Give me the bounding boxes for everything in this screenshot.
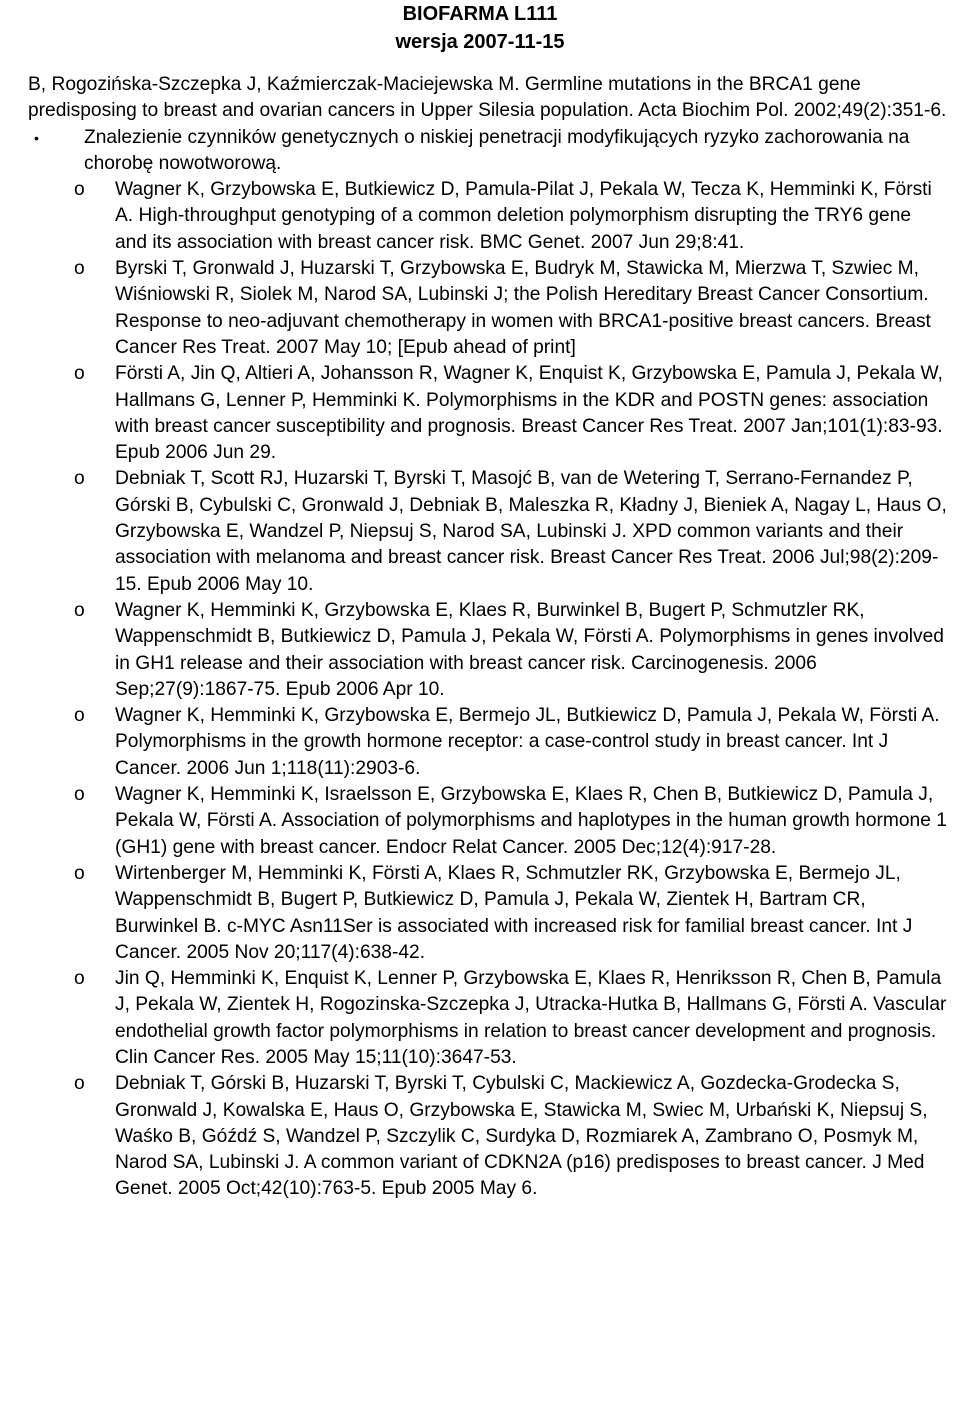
reference-text: Wagner K, Hemminki K, Grzybowska E, Klaes R, Burwinkel B, Bugert P, Schmutzler RK, Wappenschmidt B, Butkiewicz D, Pamula J, Pekala W, Försti A. Polymorphisms in genes involved in GH1 release and their association with breast cancer risk. Carcinogenesis. 2006 Sep;27(9):1867-75. Epub 2006 Apr 10.: [115, 599, 944, 700]
reference-text: Wagner K, Hemminki K, Grzybowska E, Bermejo JL, Butkiewicz D, Pamula J, Pekala W, Försti A. Polymorphisms in the growth hormone receptor: a case-control study in breast cancer. Int J Cancer. 2006 Jun 1;118(11):2903-6.: [115, 705, 940, 779]
reference-text: Wagner K, Hemminki K, Israelsson E, Grzybowska E, Klaes R, Chen B, Butkiewicz D, Pamula J, Pekala W, Försti A. Association of polymorphisms and haplotypes in the human growth hormone 1 (GH1) gene with breast cancer. Endocr Relat Cancer. 2005 Dec;12(4):917-28.: [115, 784, 947, 858]
reference-text: Försti A, Jin Q, Altieri A, Johansson R, Wagner K, Enquist K, Grzybowska E, Pamula J, Pekala W, Hallmans G, Lenner P, Hemminki K. Polymorphisms in the KDR and POSTN genes: association with breast cancer susceptibility and prognosis. Breast Cancer Res Treat. 2007 Jan;101(1):83-93. Epub 2006 Jun 29.: [115, 363, 943, 464]
document-body: [28, 72, 948, 1203]
reference-text: Wirtenberger M, Hemminki K, Försti A, Klaes R, Schmutzler RK, Grzybowska E, Bermejo JL, Wappenschmidt B, Bugert P, Butkiewicz D, Pamula J, Pekala W, Zientek H, Bartram CR, Burwinkel B. c-MYC Asn11Ser is associated with increased risk for familial breast cancer. Int J Cancer. 2005 Nov 20;117(4):638-42.: [115, 862, 913, 963]
reference-item: [28, 361, 948, 466]
reference-text: Debniak T, Górski B, Huzarski T, Byrski T, Cybulski C, Mackiewicz A, Gozdecka-Grodecka S, Gronwald J, Kowalska E, Haus O, Grzybowska E, Stawicka M, Swiec M, Urbański K, Niepsuj S, Waśko B, Góźdź S, Wandzel P, Szczylik C, Surdyka D, Rozmiarek A, Zambrano O, Posmyk M, Narod SA, Lubinski J. A common variant of CDKN2A (p16) predisposes to breast cancer. J Med Genet. 2005 Oct;42(10):763-5. Epub 2005 May 6.: [115, 1073, 928, 1200]
reference-item: [28, 966, 948, 1071]
bullet-icon: •: [34, 129, 39, 146]
circle-bullet-icon: o: [74, 179, 85, 201]
circle-bullet-icon: o: [74, 258, 85, 280]
document-title: BIOFARMA L111: [402, 3, 558, 25]
circle-bullet-icon: o: [74, 705, 85, 727]
reference-item: [28, 1071, 948, 1202]
reference-item: [28, 466, 948, 597]
reference-list: [28, 177, 948, 1203]
circle-bullet-icon: o: [74, 784, 85, 806]
reference-item: [28, 861, 948, 966]
reference-item: [28, 177, 948, 256]
bullet-section: [28, 125, 948, 178]
circle-bullet-icon: o: [74, 363, 85, 385]
reference-text: Debniak T, Scott RJ, Huzarski T, Byrski T, Masojć B, van de Wetering T, Serrano-Fernandez P, Górski B, Cybulski C, Gronwald J, Debniak B, Maleszka R, Kładny J, Bieniek A, Nagay L, Haus O, Grzybowska E, Wandzel P, Niepsuj S, Narod SA, Lubinski J. XPD common variants and their association with melanoma and breast cancer risk. Breast Cancer Res Treat. 2006 Jul;98(2):209-15. Epub 2006 May 10.: [115, 468, 947, 595]
section-heading: Znalezienie czynników genetycznych o niskiej penetracji modyfikujących ryzyko zachorowania na chorobę nowotworową.: [84, 126, 910, 174]
reference-text: Jin Q, Hemminki K, Enquist K, Lenner P, Grzybowska E, Klaes R, Henriksson R, Chen B, Pamula J, Pekala W, Zientek H, Rogozinska-Szczepka J, Utracka-Hutka B, Hallmans G, Försti A. Vascular endothelial growth factor polymorphisms in relation to breast cancer development and prognosis. Clin Cancer Res. 2005 May 15;11(10):3647-53.: [115, 968, 947, 1068]
circle-bullet-icon: o: [74, 862, 85, 884]
reference-item: [28, 703, 948, 782]
circle-bullet-icon: o: [74, 968, 85, 990]
reference-text: Byrski T, Gronwald J, Huzarski T, Grzybowska E, Budryk M, Stawicka M, Mierzwa T, Szwiec M, Wiśniowski R, Siolek M, Narod SA, Lubinski J; the Polish Hereditary Breast Cancer Consortium. Response to neo-adjuvant chemotherapy in women with BRCA1-positive breast cancers. Breast Cancer Res Treat. 2007 May 10; [Epub ahead of print]: [115, 258, 931, 358]
circle-bullet-icon: o: [74, 468, 85, 490]
circle-bullet-icon: o: [74, 1073, 85, 1095]
document-version: wersja 2007-11-15: [395, 31, 565, 53]
circle-bullet-icon: o: [74, 599, 85, 621]
reference-item: [28, 256, 948, 361]
document-header: [0, 0, 960, 56]
reference-item: [28, 782, 948, 861]
reference-item: [28, 598, 948, 703]
reference-text: Wagner K, Grzybowska E, Butkiewicz D, Pamula-Pilat J, Pekala W, Tecza K, Hemminki K, Försti A. High-throughput genotyping of a common deletion polymorphism disrupting the TRY6 gene and its association with breast cancer risk. BMC Genet. 2007 Jun 29;8:41.: [115, 179, 932, 253]
intro-reference: B, Rogozińska-Szczepka J, Kaźmierczak-Maciejewska M. Germline mutations in the BRCA1 gene predisposing to breast and ovarian cancers in Upper Silesia population. Acta Biochim Pol. 2002;49(2):351-6.: [28, 74, 947, 122]
